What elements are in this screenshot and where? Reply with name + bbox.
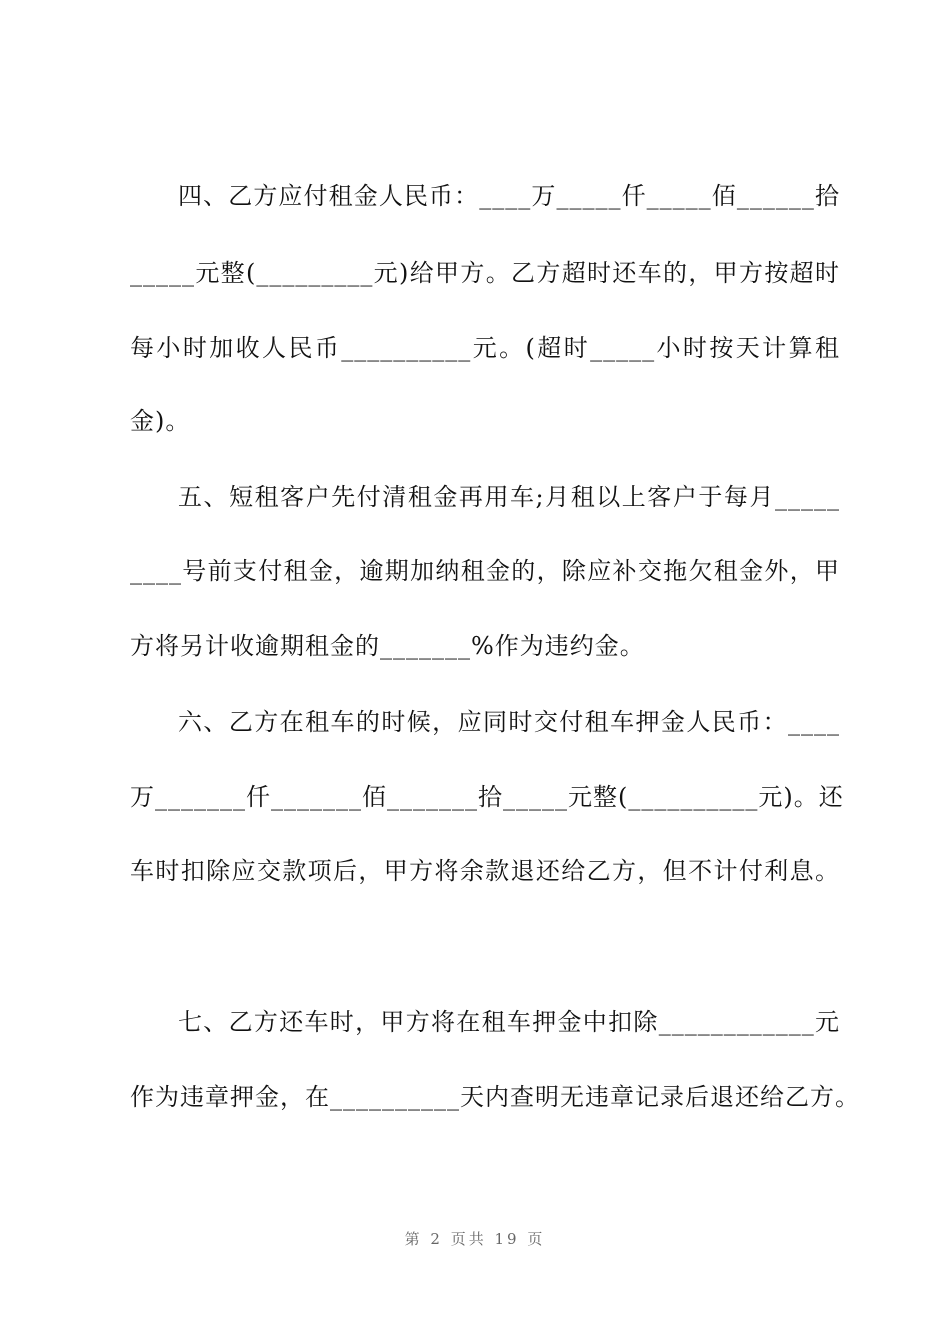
clause-4-line-2: _____元整(_________元)给甲方。乙方超时还车的，甲方按超时 — [130, 259, 840, 287]
clause-4-line-1: 四、乙方应付租金人民币：____万_____仟_____佰______拾 — [178, 182, 840, 210]
clause-5-line-1: 五、短租客户先付清租金再用车;月租以上客户于每月_____ — [178, 483, 840, 511]
clause-7-line-1: 七、乙方还车时，甲方将在租车押金中扣除____________元 — [178, 1008, 840, 1036]
clause-7-line-2: 作为违章押金，在__________天内查明无违章记录后退还给乙方。 — [130, 1083, 860, 1111]
clause-5-line-2: ____号前支付租金，逾期加纳租金的，除应补交拖欠租金外，甲 — [130, 557, 840, 585]
clause-5-line-3: 方将另计收逾期租金的_______%作为违约金。 — [130, 632, 645, 660]
page-number-footer: 第 2 页共 19 页 — [404, 1230, 546, 1248]
clause-6-line-1: 六、乙方在租车的时候，应同时交付租车押金人民币：____ — [178, 708, 840, 736]
clause-6-line-2: 万_______仟_______佰_______拾_____元整(__________元)。还 — [130, 783, 844, 811]
clause-4-line-4: 金)。 — [130, 407, 191, 435]
clause-6-line-3: 车时扣除应交款项后，甲方将余款退还给乙方，但不计付利息。 — [130, 857, 840, 885]
clause-4-line-3: 每小时加收人民币__________元。(超时_____小时按天计算租 — [130, 334, 840, 362]
